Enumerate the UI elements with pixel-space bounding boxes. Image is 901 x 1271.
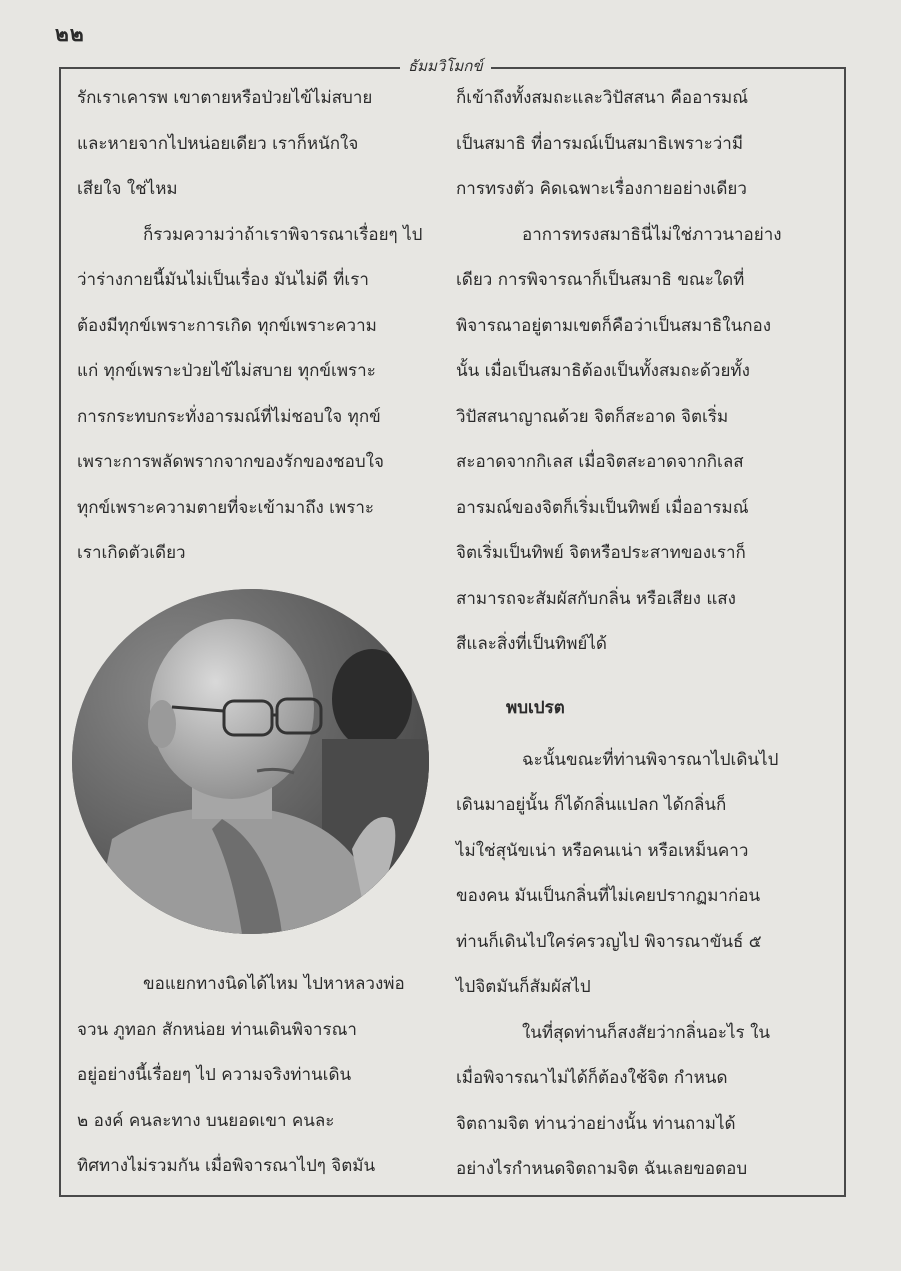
- text-line: สะอาดจากกิเลส เมื่อจิตสะอาดจากกิเลส: [456, 452, 744, 472]
- text-line: อาการทรงสมาธินี่ไม่ใช่ภาวนาอย่าง: [522, 224, 782, 245]
- text-line: สีและสิ่งที่เป็นทิพย์ได้: [456, 634, 607, 654]
- text-line: เสียใจ ใช่ไหม: [77, 179, 178, 199]
- text-line: พิจารณาอยู่ตามเขตก็คือว่าเป็นสมาธิในกอง: [456, 315, 772, 336]
- text-line: จวน ภูทอก สักหน่อย ท่านเดินพิจารณา: [77, 1019, 357, 1040]
- text-line: รักเราเคารพ เขาตายหรือป่วยไข้ไม่สบาย: [77, 88, 373, 108]
- text-line: วิปัสสนาญาณด้วย จิตก็สะอาด จิตเริ่ม: [456, 406, 729, 427]
- text-line: และหายจากไปหน่อยเดียว เราก็หนักใจ: [77, 133, 359, 154]
- text-line: อารมณ์ของจิตก็เริ่มเป็นทิพย์ เมื่ออารมณ์: [456, 497, 749, 518]
- text-line: ว่าร่างกายนี้มันไม่เป็นเรื่อง มันไม่ดี ที่เรา: [77, 270, 369, 290]
- text-line: เมื่อพิจารณาไม่ได้ก็ต้องใช้จิต กำหนด: [456, 1068, 728, 1088]
- text-line: การทรงตัว คิดเฉพาะเรื่องกายอย่างเดียว: [456, 179, 747, 199]
- text-line: ในที่สุดท่านก็สงสัยว่ากลิ่นอะไร ใน: [522, 1022, 770, 1043]
- text-line: เดียว การพิจารณาก็เป็นสมาธิ ขณะใดที่: [456, 270, 745, 290]
- text-line: ของคน มันเป็นกลิ่นที่ไม่เคยปรากฏมาก่อน: [456, 886, 761, 906]
- page-number: ๒๒: [55, 22, 85, 46]
- text-line: ทุกข์เพราะความตายที่จะเข้ามาถึง เพราะ: [77, 497, 375, 518]
- text-line: ท่านก็เดินไปใคร่ครวญไป พิจารณาขันธ์ ๕: [456, 931, 762, 952]
- left-column-bottom: [77, 962, 432, 1190]
- text-line: แก่ ทุกข์เพราะป่วยไข้ไม่สบาย ทุกข์เพราะ: [77, 361, 376, 381]
- text-line: นั้น เมื่อเป็นสมาธิต้องเป็นทั้งสมถะด้วยทั้ง: [456, 361, 750, 381]
- text-line: ฉะนั้นขณะที่ท่านพิจารณาไปเดินไป: [522, 749, 779, 770]
- text-line: ทิศทางไม่รวมกัน เมื่อพิจารณาไปๆ จิตมัน: [77, 1156, 376, 1176]
- text-line: เราเกิดตัวเดียว: [77, 543, 186, 563]
- monk-portrait-photo: [72, 589, 429, 934]
- text-line: สามารถจะสัมผัสกับกลิ่น หรือเสียง แสง: [456, 588, 736, 609]
- text-line: เดินมาอยู่นั้น ก็ได้กลิ่นแปลก ได้กลิ่นก็: [456, 795, 727, 815]
- text-line: ไม่ใช่สุนัขเน่า หรือคนเน่า หรือเหม็นคาว: [456, 840, 749, 861]
- running-title: ธัมมวิโมกข์: [400, 54, 491, 78]
- text-line: จิตเริ่มเป็นทิพย์ จิตหรือประสาทของเราก็: [456, 543, 746, 563]
- text-line: ไปจิตมันก็สัมผัสไป: [456, 977, 591, 997]
- text-line: ก็รวมความว่าถ้าเราพิจารณาเรื่อยๆ ไป: [143, 224, 423, 245]
- text-line: ก็เข้าถึงทั้งสมถะและวิปัสสนา คืออารมณ์: [456, 88, 748, 108]
- left-column-top: [77, 76, 432, 577]
- text-line: เป็นสมาธิ ที่อารมณ์เป็นสมาธิเพราะว่ามี: [456, 133, 744, 154]
- text-line: อยู่อย่างนี้เรื่อยๆ ไป ความจริงท่านเดิน: [77, 1065, 352, 1085]
- text-line: ๒ องค์ คนละทาง บนยอดเขา คนละ: [77, 1110, 335, 1131]
- text-line: การกระทบกระทั่งอารมณ์ที่ไม่ชอบใจ ทุกข์: [77, 406, 381, 427]
- text-line: เพราะการพลัดพรากจากของรักของชอบใจ: [77, 452, 384, 472]
- right-column: [456, 76, 808, 1193]
- portrait-illustration: [72, 589, 429, 934]
- text-line: ขอแยกทางนิดได้ไหม ไปหาหลวงพ่อ: [143, 974, 405, 994]
- section-heading: พบเปรต: [506, 697, 565, 718]
- text-line: อย่างไรกำหนดจิตถามจิต ฉันเลยขอตอบ: [456, 1159, 748, 1179]
- text-line: ต้องมีทุกข์เพราะการเกิด ทุกข์เพราะความ: [77, 315, 377, 336]
- text-line: จิตถามจิต ท่านว่าอย่างนั้น ท่านถามได้: [456, 1113, 736, 1134]
